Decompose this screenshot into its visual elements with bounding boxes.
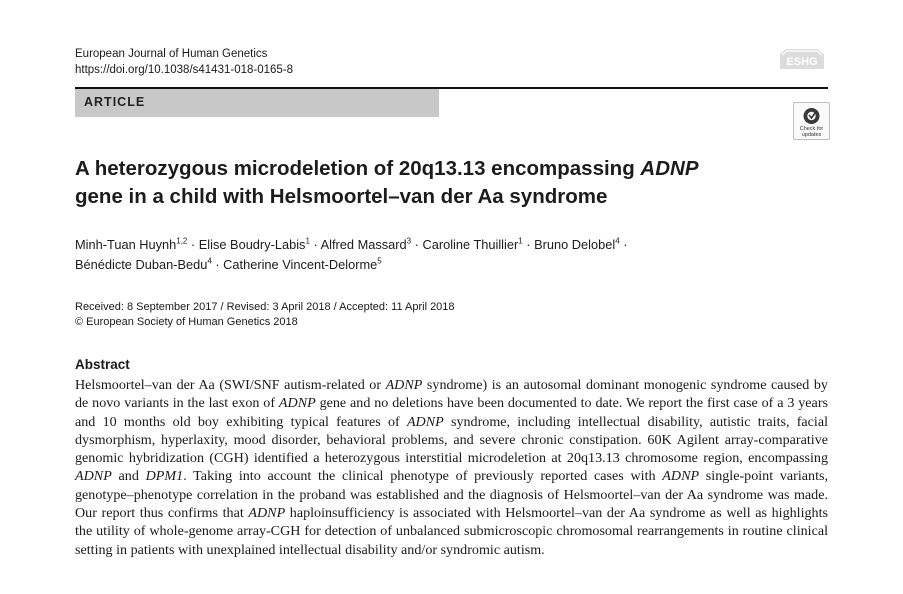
author[interactable] [75, 237, 187, 252]
abstract-text: and [111, 468, 146, 485]
author-name: Bénédicte Duban-Bedu [75, 257, 208, 272]
author[interactable] [422, 237, 522, 252]
author-separator: · [187, 237, 199, 252]
author-affiliation: 5 [377, 256, 382, 266]
abstract-text: haploinsufficiency is associated with Helsmoortel–van der Aa syndrome as well as highlights the utility of whole-genome array-CGH for detection of unbalanced submicroscopic chromosomal rearrangements in routine clinical setting in patients with unexplained intellectual disability and/or syndromic autism. [75, 505, 828, 558]
journal-header [75, 46, 293, 78]
eshg-logo-icon [778, 48, 826, 70]
check-updates-label: Check for updates [799, 126, 824, 138]
abstract-gene-name: ADNP [75, 468, 112, 485]
author-affiliation: 1,2 [176, 236, 188, 246]
check-for-updates-badge[interactable] [793, 102, 830, 140]
author-list [75, 235, 795, 275]
eshg-logo [778, 48, 826, 70]
abstract-gene-name: DPM1 [145, 468, 184, 485]
author-affiliation: 1 [305, 236, 310, 246]
author-affiliation: 1 [518, 236, 523, 246]
abstract-text: single-point variants, genotype–phenotype correlation in the proband was established and the diagnosis of Helsmoortel–van der Aa syndrome was made. Our report thus confirms that [75, 468, 829, 522]
logo-text: ESHG [786, 56, 818, 68]
doi-link[interactable]: https://doi.org/10.1038/s41431-018-0165-8 [75, 64, 294, 76]
abstract-text: . Taking into account the clinical phenotype of previously reported cases with [183, 468, 663, 485]
author-name: Elise Boudry-Labis [198, 237, 306, 252]
abstract-text: Helsmoortel–van der Aa (SWI/SNF autism-related or [75, 377, 386, 393]
author[interactable] [321, 237, 412, 252]
author-separator: · [619, 237, 628, 252]
author-name: Catherine Vincent-Delorme [223, 257, 378, 272]
copyright-line: © European Society of Human Genetics 2018 [75, 316, 298, 328]
article-title [75, 155, 795, 211]
article-type-label: ARTICLE [84, 95, 146, 109]
author-affiliation: 4 [615, 236, 620, 246]
abstract-gene-name: ADNP [248, 505, 286, 522]
abstract-gene-name: ADNP [385, 377, 423, 393]
author[interactable] [534, 237, 620, 252]
author-separator: · [211, 257, 224, 272]
abstract-gene-name: ADNP [406, 413, 444, 430]
author-separator: · [309, 237, 321, 252]
abstract-text: gene and no deletions have been documented to date. We report the first case of a 3 years and 10 months old boy exhibiting typical features of [75, 395, 828, 430]
author-name: Alfred Massard [320, 237, 407, 252]
title-line-2: gene in a child with Helsmoortel–van der Aa syndrome [75, 185, 608, 208]
abstract-text: syndrome, including intellectual disability, autistic traits, facial dysmorphism, hyperlaxity, mood disorder, behavioral problems, and severe chronic constipation. 60K Agilent array-comparative genomic hybridization (CGH) identified a heterozygous interstitial microdeletion at 20q13.13 chromosome region, encompassing [75, 413, 829, 467]
title-line-1: A heterozygous microdeletion of 20q13.13 encompassing ADNP [75, 157, 699, 180]
abstract-body [75, 376, 828, 559]
article-type-bar [75, 89, 439, 117]
publication-dates [75, 300, 455, 330]
author[interactable] [223, 257, 382, 272]
abstract-gene-name: ADNP [662, 468, 700, 485]
author[interactable] [199, 237, 310, 252]
author-name: Bruno Delobel [534, 237, 616, 252]
abstract-gene-name: ADNP [278, 395, 316, 412]
author-separator: · [522, 237, 535, 252]
author-separator: · [411, 237, 423, 252]
author-affiliation: 4 [207, 256, 212, 266]
abstract-heading: Abstract [75, 357, 130, 372]
journal-name: European Journal of Human Genetics [75, 48, 268, 60]
history-dates: Received: 8 September 2017 / Revised: 3 April 2018 / Accepted: 11 April 2018 [75, 301, 455, 313]
author-name: Caroline Thuillier [422, 237, 519, 252]
abstract-text: syndrome) is an autosomal dominant monogenic syndrome caused by de novo variants in the last exon of [75, 377, 828, 412]
author-affiliation: 3 [406, 236, 412, 246]
author[interactable] [75, 257, 212, 272]
author-name: Minh-Tuan Huynh [75, 237, 177, 252]
check-updates-icon [794, 105, 829, 127]
